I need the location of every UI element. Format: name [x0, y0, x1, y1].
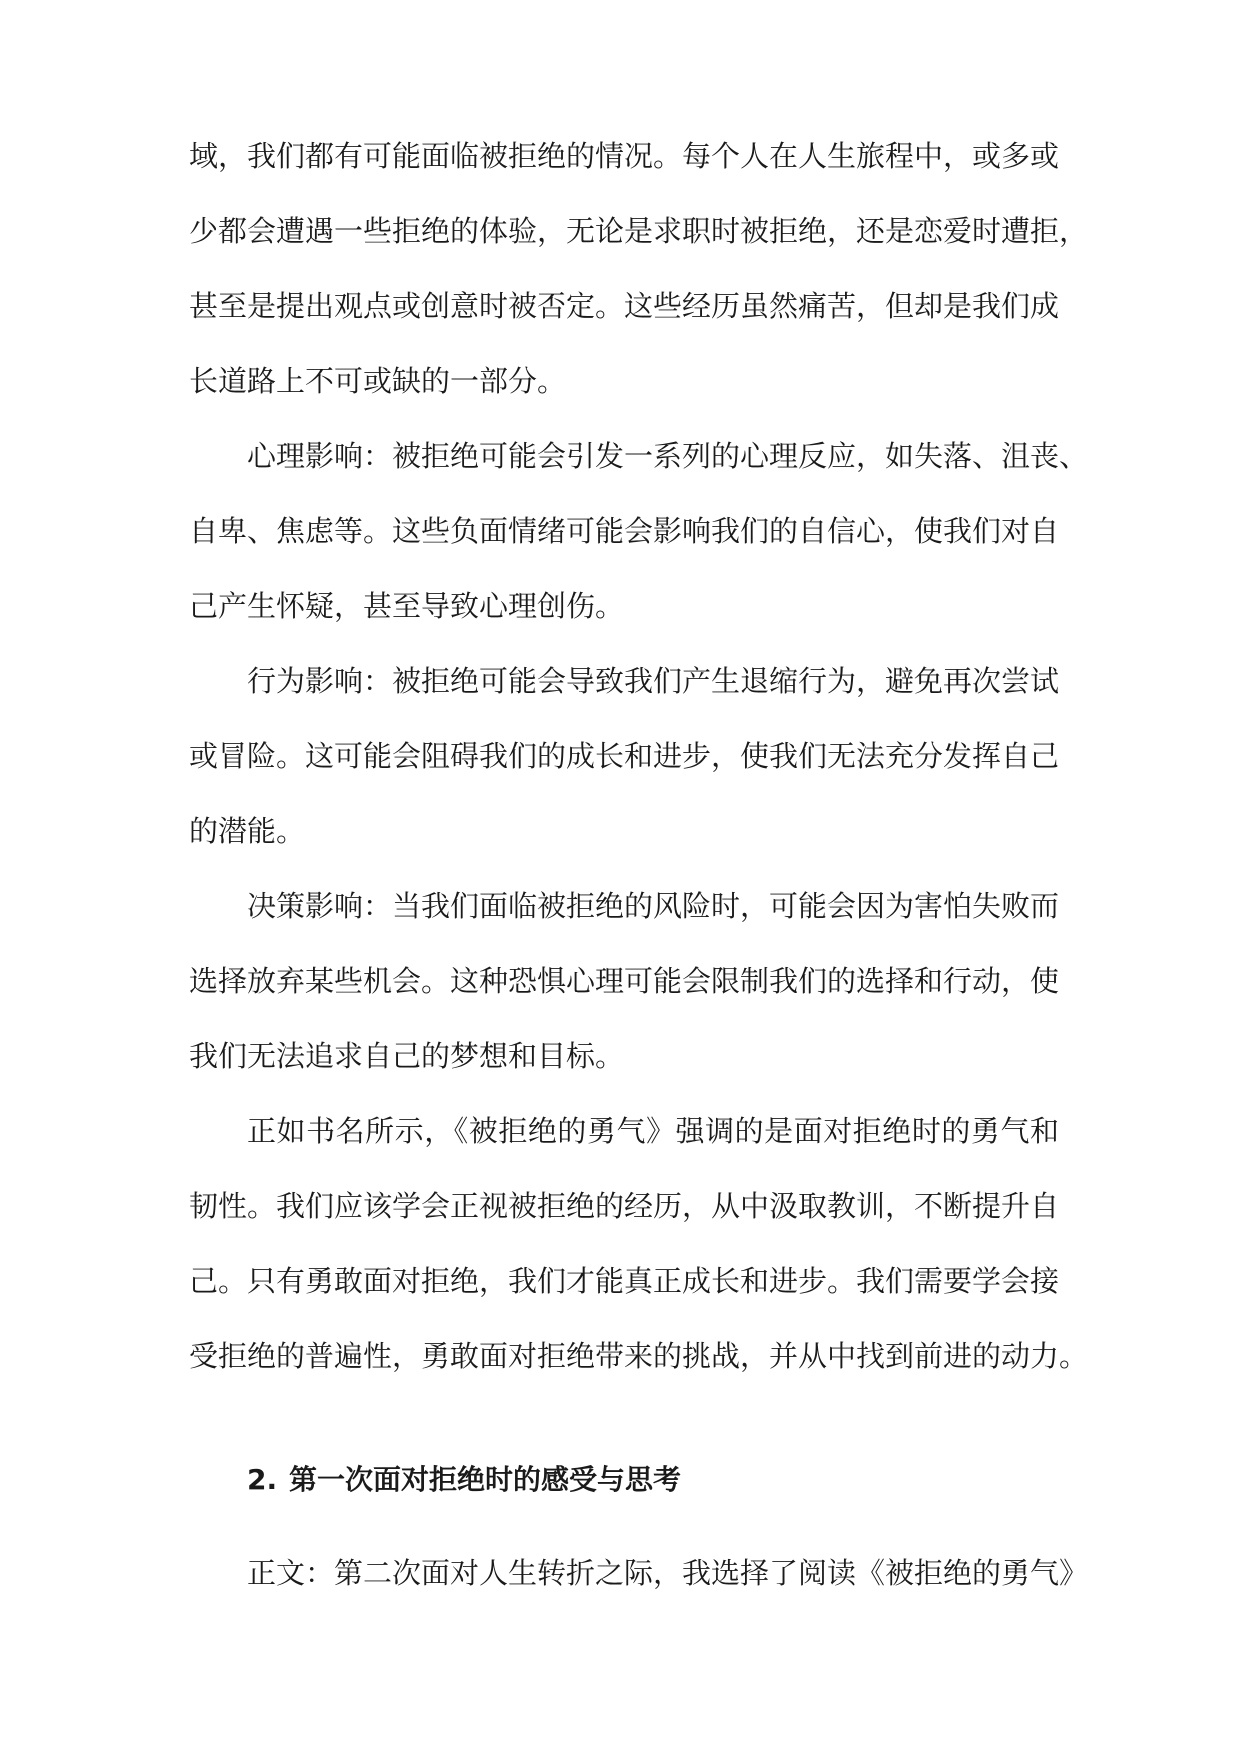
section-heading [247, 1460, 1059, 1500]
paragraph-4-line-3: 我们无法追求自己的梦想和目标。 [189, 1039, 625, 1073]
paragraph-2-line-3: 己产生怀疑，甚至导致心理创伤。 [189, 589, 625, 623]
paragraph-3-line-1: 行为影响：被拒绝可能会导致我们产生退缩行为，避免再次尝试 [247, 664, 1060, 698]
paragraph-1-line-1: 域，我们都有可能面临被拒绝的情况。每个人在人生旅程中，或多或 [189, 139, 1060, 173]
body-after-heading-line-1: 正文：第二次面对人生转折之际，我选择了阅读《被拒绝的勇气》 [247, 1556, 1089, 1590]
paragraph-5-line-3: 己。只有勇敢面对拒绝，我们才能真正成长和进步。我们需要学会接 [189, 1264, 1060, 1298]
paragraph-2-line-1: 心理影响：被拒绝可能会引发一系列的心理反应，如失落、沮丧、 [247, 439, 1089, 473]
paragraph-1-line-2: 少都会遭遇一些拒绝的体验，无论是求职时被拒绝，还是恋爱时遭拒， [189, 214, 1089, 248]
section-heading-title: 第一次面对拒绝时的感受与思考 [289, 1463, 682, 1496]
paragraph-3-line-3: 的潜能。 [189, 814, 306, 848]
paragraph-5-line-2: 韧性。我们应该学会正视被拒绝的经历，从中汲取教训，不断提升自 [189, 1189, 1060, 1223]
paragraph-4-line-1: 决策影响：当我们面临被拒绝的风险时，可能会因为害怕失败而 [247, 889, 1060, 923]
paragraph-3-line-2: 或冒险。这可能会阻碍我们的成长和进步，使我们无法充分发挥自己 [189, 739, 1060, 773]
paragraph-2-line-2: 自卑、焦虑等。这些负面情绪可能会影响我们的自信心，使我们对自 [189, 514, 1060, 548]
paragraph-5-line-1: 正如书名所示，《被拒绝的勇气》强调的是面对拒绝时的勇气和 [247, 1114, 1059, 1148]
paragraph-5-line-4: 受拒绝的普遍性，勇敢面对拒绝带来的挑战，并从中找到前进的动力。 [189, 1339, 1089, 1373]
section-heading-number: 2. [247, 1463, 278, 1496]
paragraph-4-line-2: 选择放弃某些机会。这种恐惧心理可能会限制我们的选择和行动，使 [189, 964, 1060, 998]
paragraph-1-line-4: 长道路上不可或缺的一部分。 [189, 364, 567, 398]
paragraph-1-line-3: 甚至是提出观点或创意时被否定。这些经历虽然痛苦，但却是我们成 [189, 289, 1060, 323]
